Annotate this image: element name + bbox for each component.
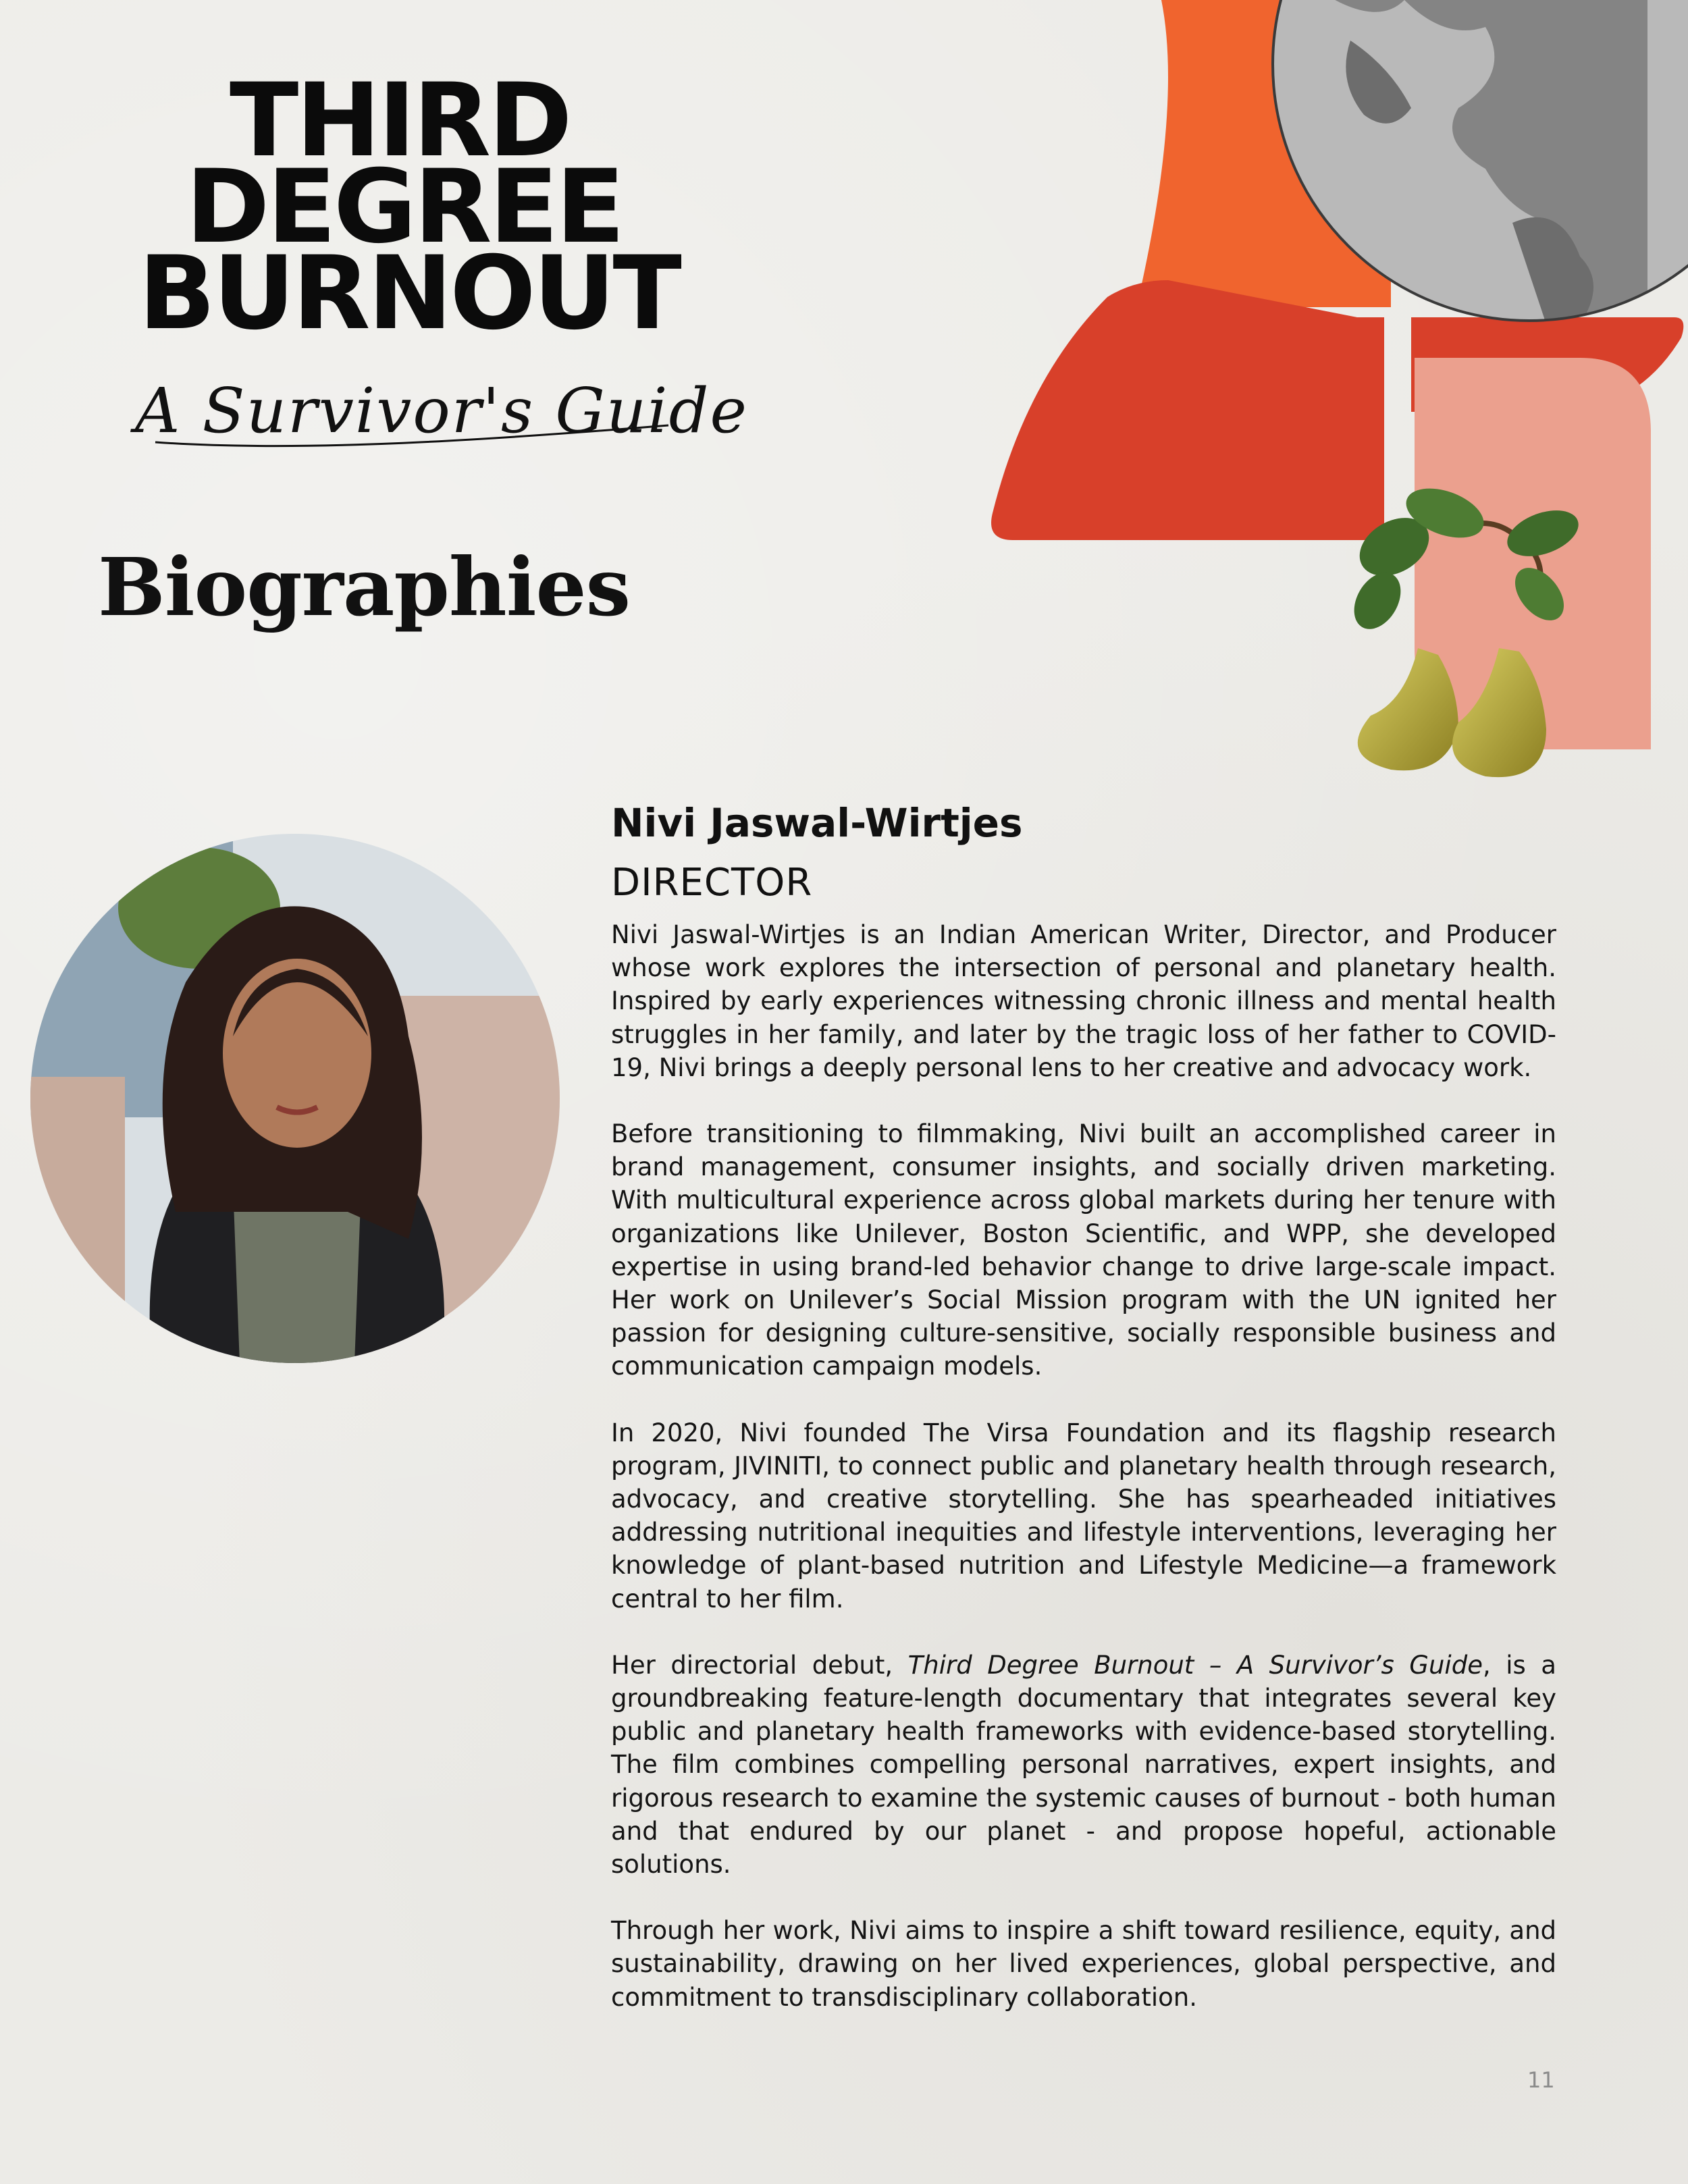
logo-script-subtitle [128,361,748,462]
logo-line-1: THIRD [230,62,570,180]
portrait-photo [30,834,560,1364]
bio-p4-rest: , is a groundbreaking feature-length documentary that integrates several key public and planetary health frameworks with evidence-based storytelling. The film combines compelling personal narratives, expert insights, and rigorous research to examine the systemic causes of burnout - both human and that endured by our planet - and propose hopeful, actionable solutions. [611,1650,1556,1880]
film-title: Third Degree Burnout – A Survivor’s Guide [907,1650,1483,1680]
bio-paragraph-4 [611,1649,1556,1881]
bio-paragraph-2: Before transitioning to filmmaking, Nivi built an accomplished career in brand management, consumer insights, and socially driven marketing. With multicultural experience across global markets during her tenure with organizations like Unilever, Boston Scientific, and WPP, she developed expertise in using brand-led behavior change to drive large-scale impact. Her work on Unilever’s Social Mission program with the UN ignited her passion for designing culture-sensitive, socially responsible business and communication campaign models. [611,1119,1556,1381]
biography-text [611,918,1556,2014]
bio-paragraph-1: Nivi Jaswal-Wirtjes is an Indian American Writer, Director, and Producer whose work explores the intersection of personal and planetary health. Inspired by early experiences witnessing chronic illness and mental health struggles in her family, and later by the tragic loss of her father to COVID-19, Nivi brings a deeply personal lens to her creative and advocacy work. [611,920,1556,1082]
bio-paragraph-3: In 2020, Nivi founded The Virsa Foundation and its flagship research program, JIVINITI, to connect public and planetary health through research, advocacy, and creative storytelling. She has spearheaded initiatives addressing nutritional inequities and lifestyle interventions, leveraging her knowledge of plant-based nutrition and Lifestyle Medicine—a framework central to her film. [611,1418,1556,1614]
person-role: DIRECTOR [611,861,813,905]
film-logo [128,62,748,447]
decorative-collage [972,0,1688,797]
red-petal-left [991,280,1384,540]
section-title: Biographies [98,540,631,634]
logo-line-2: DEGREE [186,149,623,266]
logo-subtitle-text: A Survivor's Guide [135,375,748,447]
logo-line-3: BURNOUT [138,235,679,352]
page-number: 11 [1527,2067,1555,2093]
person-name: Nivi Jaswal-Wirtjes [611,800,1023,846]
bio-paragraph-5: Through her work, Nivi aims to inspire a shift toward resilience, equity, and sustainability, drawing on her lived experiences, global perspective, and commitment to transdisciplinary collaboration. [611,1916,1556,2012]
bio-p4-lead: Her directorial debut, [611,1650,908,1680]
